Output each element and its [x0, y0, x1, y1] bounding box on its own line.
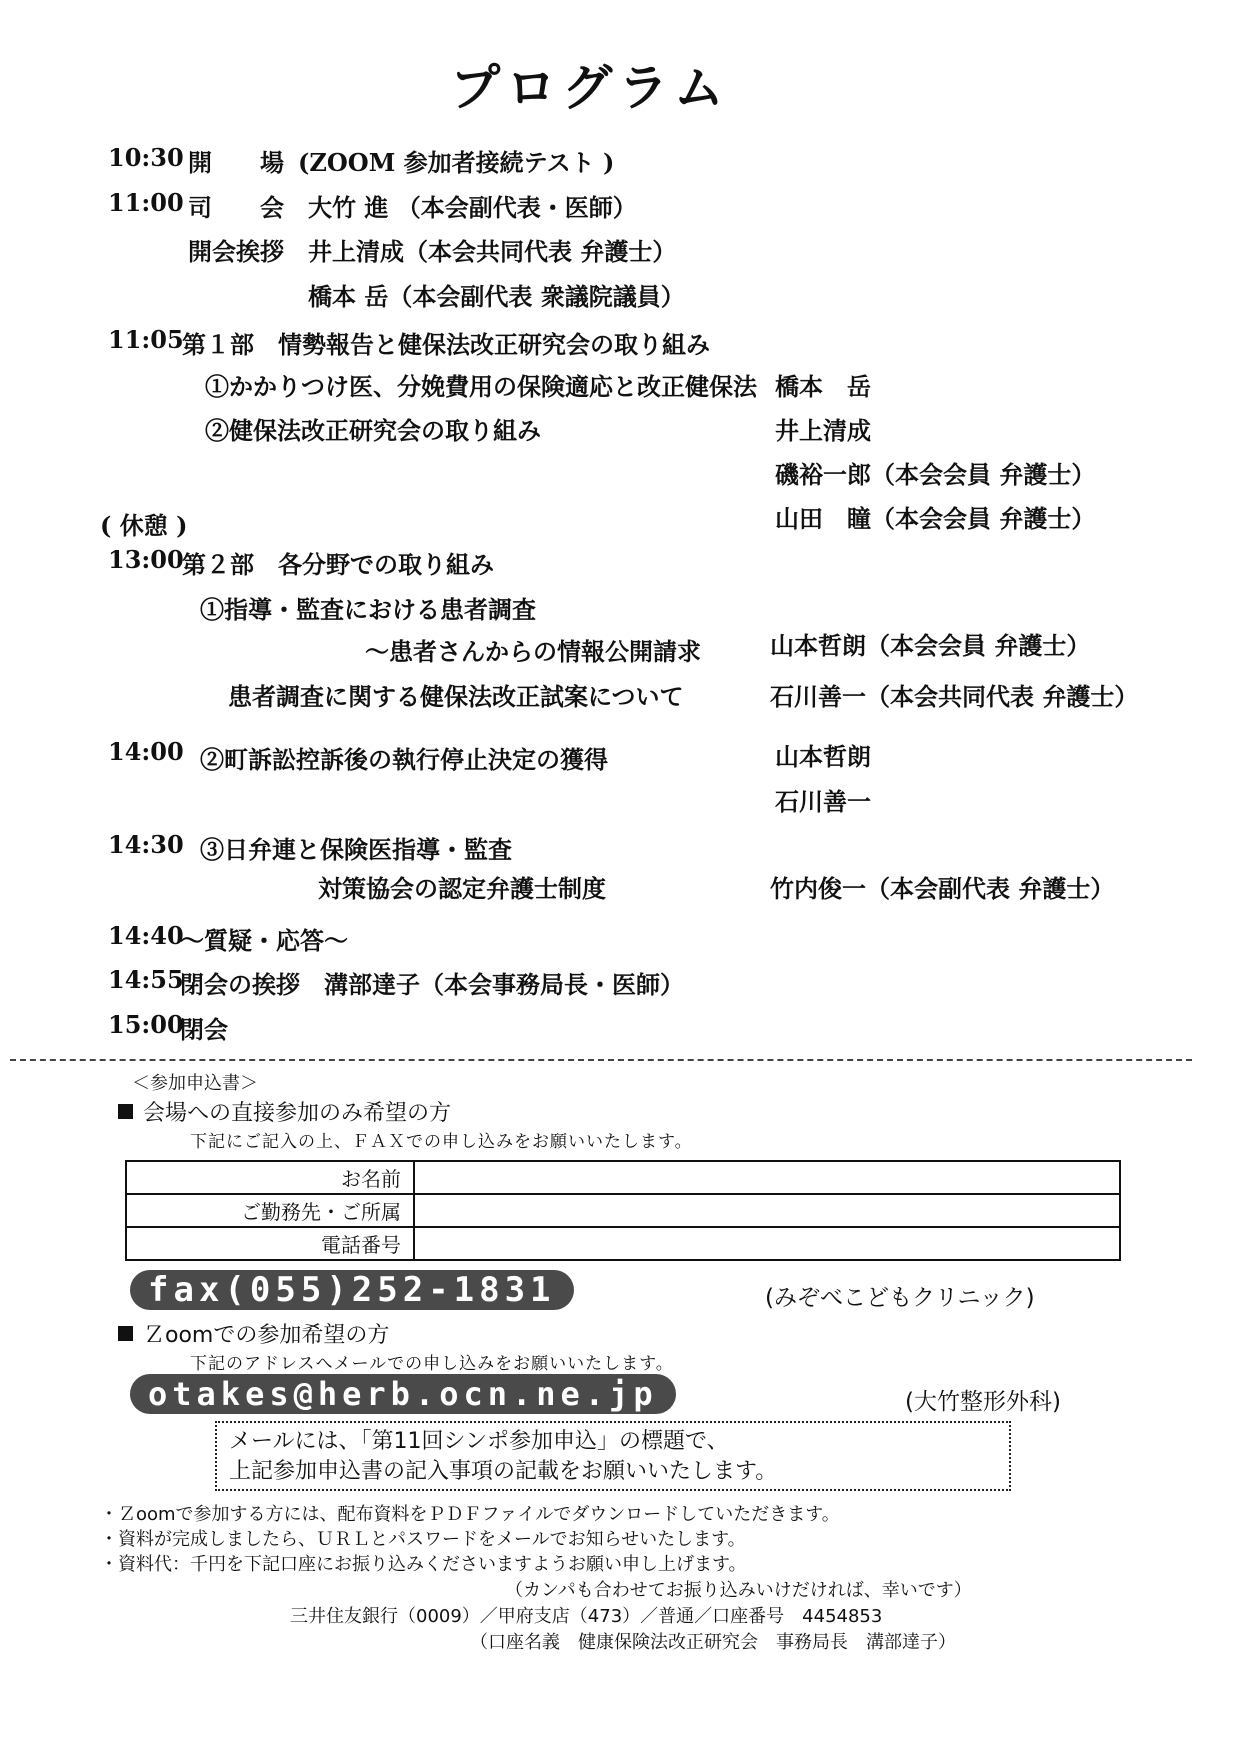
application-heading: ＜参加申込書＞ — [132, 1073, 258, 1094]
time: 14:55 — [108, 965, 184, 994]
break-label: ( 休憩 ) — [100, 511, 188, 540]
program-text: 橋本 岳（本会副代表 衆議院議員） — [308, 282, 685, 311]
note-item: ・資料代：千円を下記口座にお振り込みくださいますようお願い申し上げます。 — [100, 1554, 747, 1575]
time: 11:00 — [108, 188, 184, 217]
square-bullet-icon — [118, 1104, 133, 1119]
program-label: 開 場 — [188, 148, 284, 177]
application-form-table — [125, 1160, 1121, 1261]
name-field[interactable] — [414, 1161, 1120, 1194]
program-text: 〜質疑・応答〜 — [180, 926, 348, 955]
field-label: 電話番号 — [126, 1227, 414, 1260]
direct-note: 下記にご記入の上、ＦＡＸでの申し込みをお願いいたします。 — [190, 1132, 693, 1152]
square-bullet-icon — [118, 1326, 133, 1341]
time: 13:00 — [108, 545, 184, 574]
zoom-note: 下記のアドレスへメールでの申し込みをお願いいたします。 — [190, 1354, 674, 1374]
form-row-name — [126, 1161, 1120, 1194]
email-instruction-box — [215, 1421, 1011, 1491]
time: 14:40 — [108, 921, 184, 950]
program-label: 開会挨拶 — [188, 237, 284, 266]
fax-org: (みぞべこどもクリニック) — [765, 1285, 1035, 1311]
page-title: プログラム — [450, 59, 730, 117]
program-text: ②町訴訟控訴後の執行停止決定の獲得 — [200, 745, 608, 774]
time: 11:05 — [108, 325, 184, 354]
time: 10:30 — [108, 143, 184, 172]
program-text: 大竹 進 （本会副代表・医師） — [308, 193, 637, 222]
zoom-heading-text: Ｚoomでの参加希望の方 — [143, 1323, 390, 1348]
program-text: 〜患者さんからの情報公開請求 — [365, 637, 701, 666]
bank-holder: （口座名義 健康保険法改正研究会 事務局長 溝部達子） — [470, 1632, 956, 1653]
note-item: ・Ｚoomで参加する方には、配布資料をＰＤＦファイルでダウンロードしていただきます。 — [100, 1504, 840, 1525]
field-label: ご勤務先・ご所属 — [126, 1194, 414, 1227]
program-text: (ZOOM 参加者接続テスト ) — [298, 148, 615, 177]
zoom-heading — [118, 1318, 389, 1349]
program-text: ①指導・監査における患者調査 — [200, 595, 536, 624]
program-text: ②健保法改正研究会の取り組み — [205, 416, 541, 445]
speaker: 山田 瞳（本会会員 弁護士） — [775, 504, 1096, 533]
program-text: 対策協会の認定弁護士制度 — [318, 874, 606, 903]
program-text: ①かかりつけ医、分娩費用の保険適応と改正健保法 — [205, 372, 757, 401]
program-text: 第２部 各分野での取り組み — [182, 550, 494, 579]
time: 15:00 — [108, 1010, 184, 1039]
box-line: メールには、「第11回シンポ参加申込」の標題で、 — [229, 1429, 729, 1454]
program-text: ③日弁連と保険医指導・監査 — [200, 835, 512, 864]
direct-heading-text: 会場への直接参加のみ希望の方 — [143, 1101, 452, 1126]
email-org: (大竹整形外科) — [905, 1389, 1061, 1415]
bank-account: 三井住友銀行（0009）／甲府支店（473）／普通／口座番号 4454853 — [290, 1606, 883, 1627]
note-item: ・資料が完成しましたら、ＵＲＬとパスワードをメールでお知らせいたします。 — [100, 1529, 746, 1550]
field-label: お名前 — [126, 1161, 414, 1194]
program-text: 第１部 情勢報告と健保法改正研究会の取り組み — [182, 330, 710, 359]
program-text: 閉会の挨拶 溝部達子（本会事務局長・医師） — [180, 970, 684, 999]
speaker: 山本哲朗 — [775, 742, 871, 771]
affiliation-field[interactable] — [414, 1194, 1120, 1227]
cut-line — [10, 1059, 1192, 1061]
speaker: 山本哲朗（本会会員 弁護士） — [770, 631, 1091, 660]
speaker: 石川善一 — [775, 787, 871, 816]
speaker: 磯裕一郎（本会会員 弁護士） — [775, 460, 1096, 489]
speaker: 石川善一（本会共同代表 弁護士） — [770, 682, 1139, 711]
form-row-affiliation — [126, 1194, 1120, 1227]
program-label: 司 会 — [188, 193, 284, 222]
program-text: 井上清成（本会共同代表 弁護士） — [308, 237, 677, 266]
phone-field[interactable] — [414, 1227, 1120, 1260]
time: 14:30 — [108, 830, 184, 859]
bank-note: （カンパも合わせてお振り込みいけだければ、幸いです） — [505, 1580, 972, 1601]
speaker: 井上清成 — [775, 416, 871, 445]
program-text: 閉会 — [180, 1015, 228, 1044]
fax-number-badge: fax(055)252-1831 — [130, 1270, 574, 1310]
email-badge[interactable]: otakes@herb.ocn.ne.jp — [130, 1374, 676, 1414]
direct-heading — [118, 1096, 451, 1127]
speaker: 橋本 岳 — [775, 372, 871, 401]
box-line: 上記参加申込書の記入事項の記載をお願いいたします。 — [229, 1459, 778, 1484]
speaker: 竹内俊一（本会副代表 弁護士） — [770, 874, 1115, 903]
program-text: 患者調査に関する健保法改正試案について — [228, 682, 684, 711]
form-row-phone — [126, 1227, 1120, 1260]
time: 14:00 — [108, 737, 184, 766]
